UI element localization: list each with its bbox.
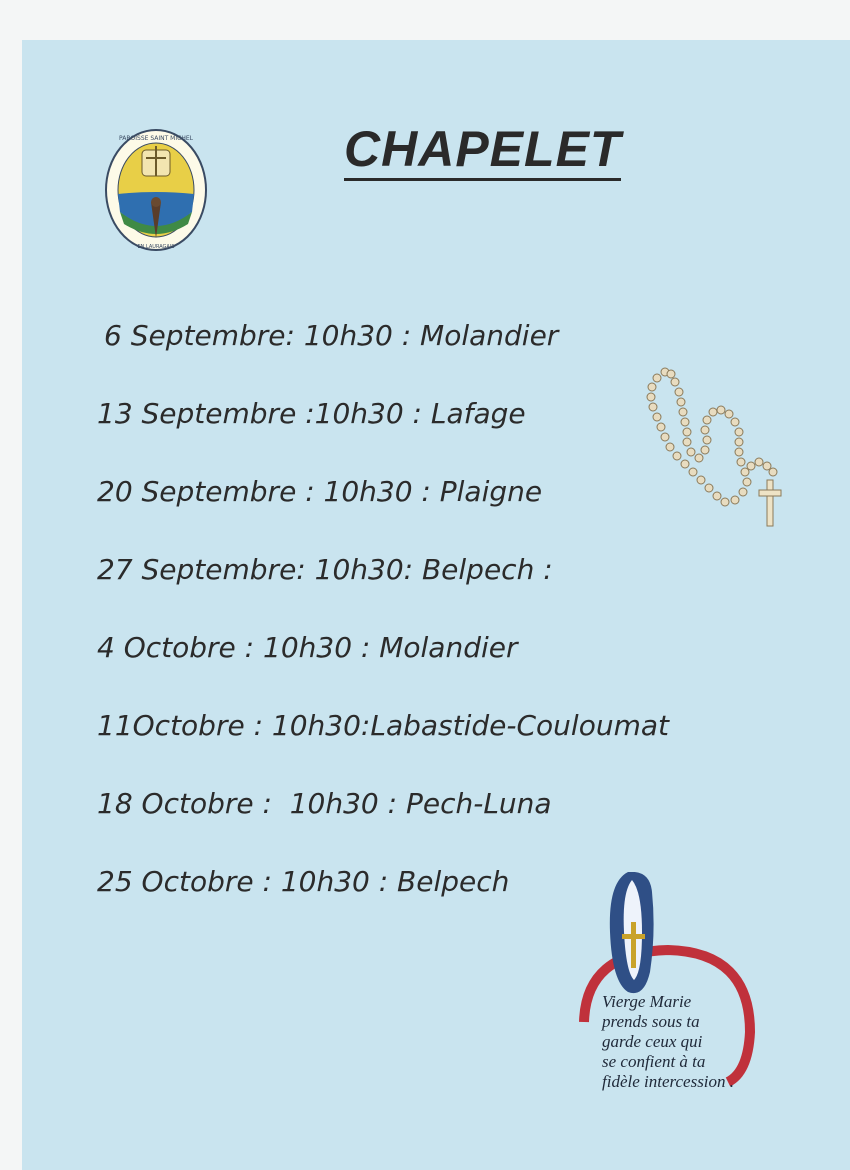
schedule-item: 18 Octobre : 10h30 : Pech-Luna <box>97 787 552 820</box>
prayer-line: fidèle intercession . <box>602 1072 735 1091</box>
schedule-item: 25 Octobre : 10h30 : Belpech <box>97 865 510 898</box>
svg-text:EN LAURAGAIS: EN LAURAGAIS <box>137 244 175 250</box>
svg-text:PAROISSE SAINT MICHEL: PAROISSE SAINT MICHEL <box>119 135 193 142</box>
schedule-item: 4 Octobre : 10h30 : Molandier <box>97 631 518 664</box>
schedule-item: 13 Septembre :10h30 : Lafage <box>97 397 526 430</box>
prayer-line: Vierge Marie <box>602 992 692 1011</box>
schedule-item: 6 Septembre: 10h30 : Molandier <box>104 319 559 352</box>
schedule-item: 20 Septembre : 10h30 : Plaigne <box>97 475 543 508</box>
schedule-item: 11Octobre : 10h30:Labastide-Couloumat <box>97 709 669 742</box>
prayer-line: prends sous ta <box>602 1012 700 1031</box>
page-title: CHAPELET <box>344 122 621 181</box>
rosary-icon <box>635 362 795 542</box>
parish-seal-icon <box>104 128 208 257</box>
virgin-mary-emblem-icon <box>578 872 758 1102</box>
prayer-text <box>602 992 734 1092</box>
prayer-line: garde ceux qui <box>602 1032 703 1051</box>
schedule-item: 27 Septembre: 10h30: Belpech : <box>97 553 553 586</box>
prayer-line: se confient à ta <box>602 1052 706 1071</box>
